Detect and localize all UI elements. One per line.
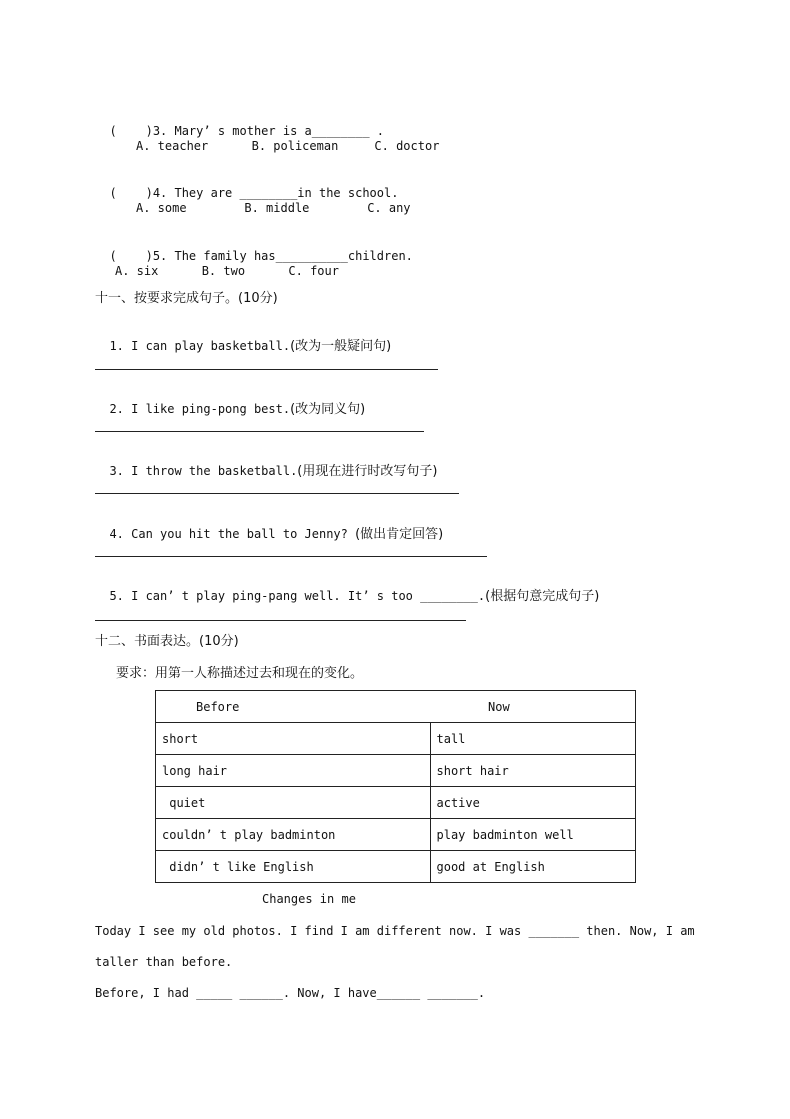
question-text: 3. Mary’ s mother is a________ .	[152, 124, 384, 138]
essay-title: Changes in me	[262, 892, 356, 906]
sentence-en: 1. I can play basketball.	[109, 339, 291, 353]
question-4-options: A. some B. middle C. any	[136, 201, 411, 215]
table-row	[156, 723, 636, 755]
table-row	[156, 755, 636, 787]
answer-line-2[interactable]	[95, 431, 424, 432]
answer-line-3[interactable]	[95, 493, 459, 494]
table-row	[156, 851, 636, 883]
now-cell: good at English	[430, 851, 636, 883]
sentence-en: 2. I like ping-pong best.	[109, 402, 291, 416]
section-11-heading: 十一、按要求完成句子。(10分)	[95, 291, 278, 306]
sentence-instruction: (用现在进行时改写句子)	[297, 464, 438, 479]
answer-line-1[interactable]	[95, 369, 438, 370]
table-row	[156, 819, 636, 851]
changes-table	[155, 690, 636, 883]
sentence-item-3	[95, 447, 437, 480]
question-5	[95, 232, 413, 264]
question-3	[95, 107, 384, 139]
before-cell: couldn’ t play badminton	[156, 819, 431, 851]
essay-paragraph-line-1: Today I see my old photos. I find I am different now. I was _______ then. Now, I am	[95, 924, 695, 938]
sentence-item-5	[95, 572, 599, 605]
essay-paragraph-line-3: Before, I had _____ ______. Now, I have______ _______.	[95, 986, 486, 1000]
question-text: 4. They are ________in the school.	[152, 186, 399, 200]
answer-paren: ( )	[109, 186, 153, 200]
sentence-instruction: (做出肯定回答)	[355, 527, 444, 542]
section-12-heading: 十二、书面表达。(10分)	[95, 634, 239, 649]
question-3-options: A. teacher B. policeman C. doctor	[136, 139, 440, 153]
answer-line-4[interactable]	[95, 556, 487, 557]
now-cell: tall	[430, 723, 636, 755]
now-cell: short hair	[430, 755, 636, 787]
question-text: 5. The family has__________children.	[152, 249, 413, 263]
sentence-instruction: (改为同义句)	[290, 402, 366, 417]
table-header-before: Before	[156, 691, 431, 723]
answer-paren: ( )	[109, 124, 153, 138]
answer-line-5[interactable]	[95, 620, 466, 621]
answer-paren: ( )	[109, 249, 153, 263]
question-4	[95, 169, 398, 201]
sentence-item-1	[95, 322, 391, 355]
before-cell: short	[156, 723, 431, 755]
table-row	[156, 787, 636, 819]
sentence-en: 4. Can you hit the ball to Jenny?	[109, 527, 356, 541]
essay-paragraph-line-2: taller than before.	[95, 955, 233, 969]
before-cell: quiet	[156, 787, 431, 819]
now-cell: play badminton well	[430, 819, 636, 851]
sentence-item-4	[95, 510, 443, 543]
sentence-instruction: (改为一般疑问句)	[290, 339, 392, 354]
question-5-options: A. six B. two C. four	[115, 264, 339, 278]
sentence-item-2	[95, 385, 365, 418]
sentence-en: 3. I throw the basketball.	[109, 464, 298, 478]
before-cell: long hair	[156, 755, 431, 787]
sentence-en: 5. I can’ t play ping-pang well. It’ s too ________.	[109, 589, 486, 603]
now-cell: active	[430, 787, 636, 819]
table-header-now: Now	[430, 691, 636, 723]
sentence-instruction: (根据句意完成句子)	[485, 589, 600, 604]
before-cell: didn’ t like English	[156, 851, 431, 883]
writing-requirement: 要求：用第一人称描述过去和现在的变化。	[116, 666, 364, 681]
